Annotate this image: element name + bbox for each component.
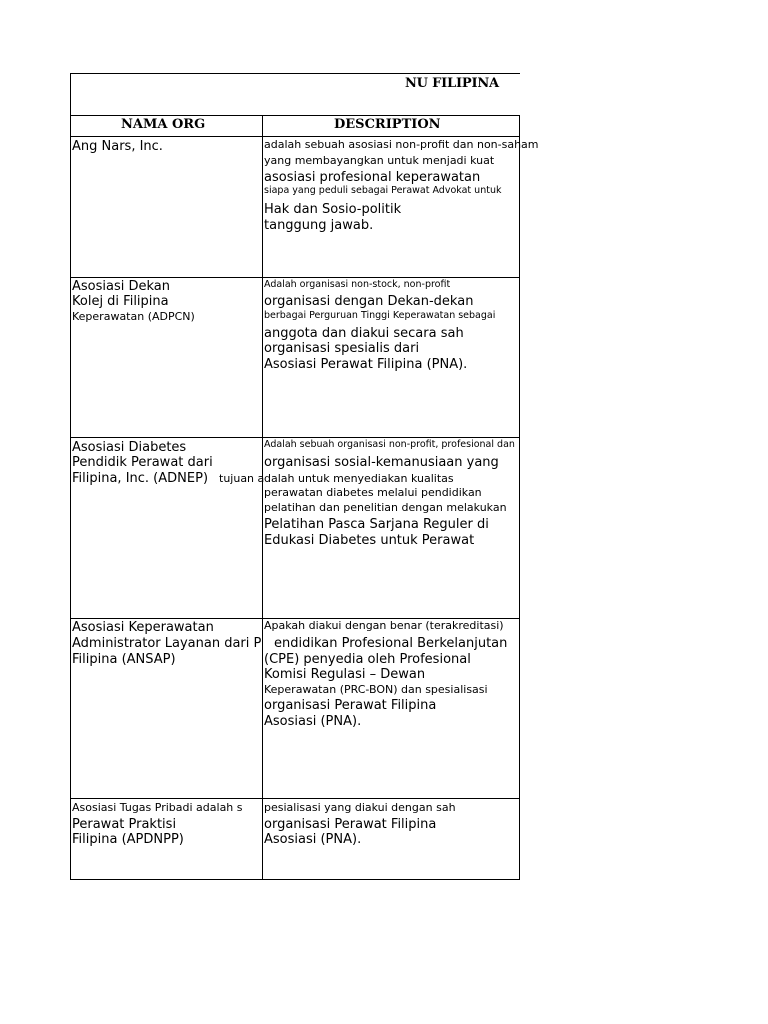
description-line: pesialisasi yang diakui dengan sah (264, 801, 456, 814)
description-line: tanggung jawab. (264, 218, 374, 233)
org-name-line: Administrator Layanan dari P (72, 636, 262, 651)
table-right-border (519, 115, 520, 880)
description-line: Asosiasi (PNA). (264, 714, 362, 729)
row-divider (70, 277, 520, 278)
org-name-line: Asosiasi Tugas Pribadi adalah s (72, 801, 243, 814)
org-name-line: Filipina, Inc. (ADNEP) (72, 471, 209, 486)
description-line: asosiasi profesional keperawatan (264, 170, 481, 185)
description-line: berbagai Perguruan Tinggi Keperawatan sebagai (264, 310, 496, 321)
row-divider (70, 798, 520, 799)
org-name-line: Kolej di Filipina (72, 294, 169, 309)
description-line: Pelatihan Pasca Sarjana Reguler di (264, 517, 489, 532)
description-line: Komisi Regulasi – Dewan (264, 667, 426, 682)
description-line: organisasi Perawat Filipina (264, 698, 437, 713)
description-line: dalah untuk menyediakan kualitas (264, 472, 454, 485)
description-line: Adalah sebuah organisasi non-profit, profesional dan (264, 439, 515, 450)
page-title: NU FILIPINA (405, 76, 499, 91)
description-line: Asosiasi Perawat Filipina (PNA). (264, 357, 468, 372)
description-line: endidikan Profesional Berkelanjutan (274, 636, 508, 651)
description-line: yang membayangkan untuk menjadi kuat (264, 154, 495, 167)
description-line: siapa yang peduli sebagai Perawat Advokat untuk (264, 185, 502, 196)
description-line: perawatan diabetes melalui pendidikan (264, 486, 482, 499)
description-line: organisasi dengan Dekan-dekan (264, 294, 474, 309)
org-name-line: Filipina (APDNPP) (72, 832, 184, 847)
description-line: adalah sebuah asosiasi non-profit dan non-saham (264, 138, 539, 151)
description-line: Asosiasi (PNA). (264, 832, 362, 847)
column-divider (262, 115, 263, 880)
header-bottom-border (70, 136, 520, 137)
row-divider (70, 437, 520, 438)
table-bottom-border (70, 879, 520, 880)
org-name-line: Asosiasi Keperawatan (72, 620, 214, 635)
description-line: organisasi sosial-kemanusiaan yang (264, 455, 499, 470)
table-left-border (70, 73, 71, 880)
description-line: anggota dan diakui secara sah (264, 326, 464, 341)
description-line: Apakah diakui dengan benar (terakreditasi) (264, 619, 504, 632)
header-top-border (70, 115, 520, 116)
org-name-line: Perawat Praktisi (72, 817, 177, 832)
description-line: Keperawatan (PRC-BON) dan spesialisasi (264, 683, 488, 696)
org-name-line: Pendidik Perawat dari (72, 455, 213, 470)
table-top-border (70, 73, 520, 74)
description-line: Adalah organisasi non-stock, non-profit (264, 279, 451, 290)
description-line: organisasi spesialis dari (264, 341, 420, 356)
org-name-line: Asosiasi Dekan (72, 279, 171, 294)
org-name-line: Filipina (ANSAP) (72, 652, 176, 667)
org-name-line: Ang Nars, Inc. (72, 139, 163, 154)
description-line: (CPE) penyedia oleh Profesional (264, 652, 471, 667)
org-name-line: Asosiasi Diabetes (72, 440, 187, 455)
description-line: pelatihan dan penelitian dengan melakukan (264, 501, 507, 514)
header-description: DESCRIPTION (334, 117, 441, 132)
description-line: Edukasi Diabetes untuk Perawat (264, 533, 475, 548)
org-name-line: tujuan a (219, 472, 265, 485)
header-name: NAMA ORG (121, 117, 206, 132)
org-name-line: Keperawatan (ADPCN) (72, 310, 195, 323)
description-line: Hak dan Sosio-politik (264, 202, 402, 217)
description-line: organisasi Perawat Filipina (264, 817, 437, 832)
